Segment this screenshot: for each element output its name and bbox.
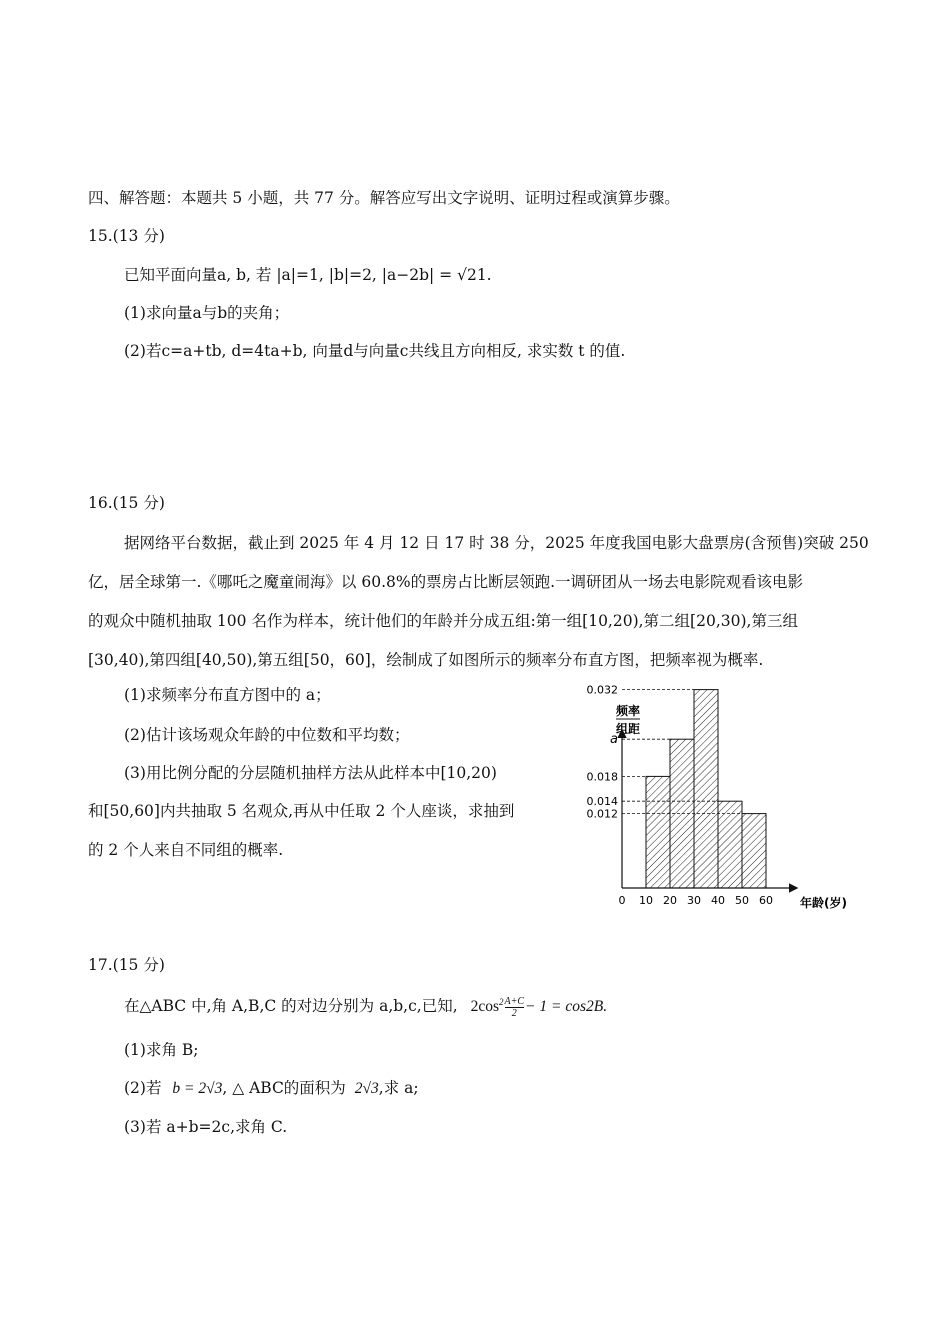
y-tick-label: 0.012 — [586, 807, 618, 821]
y-axis-label-top: 频率 — [615, 704, 641, 718]
y-tick-label: 0.018 — [586, 770, 618, 784]
q17-part2-prefix: (2)若 — [124, 1079, 162, 1097]
q17-number: 17.(15 分) — [88, 956, 165, 974]
q17-formula: $2\cos^2$ $\frac{A+C}{2}$ − 1 = cos2B. — [470, 996, 608, 1020]
x-tick-label: 10 — [639, 894, 653, 907]
y-tick-label: a — [610, 732, 618, 748]
q17-part2-mid: , △ ABC的面积为 — [222, 1079, 346, 1097]
x-tick-label: 20 — [663, 894, 677, 907]
y-tick-label: 0.032 — [586, 683, 618, 697]
q15-stem-cond: , 若 |a|=1, |b|=2, |a−2b| = √21. — [246, 266, 492, 284]
q17-part2-b: b = 2√3 — [172, 1080, 223, 1097]
q16-para-line3: 的观众中随机抽取 100 名作为样本，统计他们的年龄并分成五组:第一组[10,20),第二组[20,30),第三组 — [88, 612, 798, 630]
q17-formula-left: 2cos — [470, 998, 499, 1016]
section-heading: 四、解答题：本题共 5 小题，共 77 分。解答应写出文字说明、证明过程或演算步骤。 — [88, 189, 680, 207]
q16-para-line4: [30,40),第四组[40,50),第五组[50，60]，绘制成了如图所示的频率分布直方图，把频率视为概率. — [88, 651, 764, 669]
q17-stem-text: 在△ABC 中,角 A,B,C 的对边分别为 a,b,c,已知, — [124, 997, 458, 1016]
q16-para-line2: 亿，居全球第一.《哪吒之魔童闹海》以 60.8%的票房占比断层领跑.一调研团从一场去电影院观看该电影 — [88, 573, 804, 591]
q17-part1: (1)求角 B; — [124, 1041, 199, 1059]
y-tick-label: 0.014 — [586, 795, 618, 809]
q17-part2-area: 2√3 — [354, 1080, 379, 1097]
y-axis-label-bottom: 组距 — [615, 722, 641, 736]
x-tick-label: 0 — [618, 894, 626, 907]
y-axis-label — [616, 703, 640, 736]
q17-part2-suffix: ,求 a; — [378, 1079, 419, 1097]
q17-formula-fraction — [505, 996, 525, 1019]
q17-stem — [124, 992, 607, 1019]
x-axis-label: 年龄(岁) — [800, 896, 847, 910]
q15-number: 15.(13 分) — [88, 227, 165, 245]
x-tick-label: 60 — [759, 894, 773, 907]
q17-formula-right: − 1 = cos2B. — [525, 998, 608, 1016]
histogram-bar — [694, 690, 718, 888]
x-tick-label: 40 — [711, 894, 725, 907]
q17-frac-den: 2 — [511, 1008, 517, 1020]
q16-para-line1: 据网络平台数据，截止到 2025 年 4 月 12 日 17 时 38 分，2025 年度我国电影大盘票房(含预售)突破 250 — [124, 534, 869, 552]
q15-stem-vars: a, b — [217, 266, 247, 284]
x-tick-label: 30 — [687, 894, 701, 907]
q15-stem-prefix: 已知平面向量 — [124, 266, 218, 284]
q16-part1: (1)求频率分布直方图中的 a； — [124, 686, 331, 704]
histogram-bar — [670, 739, 694, 888]
q16-part2: (2)估计该场观众年龄的中位数和平均数； — [124, 726, 410, 744]
q17-frac-num: A+C — [504, 996, 525, 1008]
histogram-bar — [742, 814, 766, 888]
q15-stem — [124, 265, 492, 285]
q15-part2: (2)若c=a+tb, d=4ta+b, 向量d与向量c共线且方向相反, 求实数 t 的值. — [124, 342, 626, 360]
histogram-bar — [646, 776, 670, 888]
x-tick-label: 50 — [735, 894, 749, 907]
q16-part3-line3: 的 2 个人来自不同组的概率. — [88, 841, 284, 859]
frequency-histogram — [560, 683, 880, 920]
q16-part3-line1: (3)用比例分配的分层随机抽样方法从此样本中[10,20) — [124, 764, 497, 782]
q17-part3: (3)若 a+b=2c,求角 C. — [124, 1118, 288, 1136]
q16-number: 16.(15 分) — [88, 494, 165, 512]
histogram-bar — [718, 801, 742, 888]
q17-part2 — [124, 1078, 419, 1099]
q15-part1: (1)求向量a与b的夹角； — [124, 304, 290, 322]
q16-part3-line2: 和[50,60]内共抽取 5 名观众,再从中任取 2 个人座谈，求抽到 — [88, 802, 515, 820]
